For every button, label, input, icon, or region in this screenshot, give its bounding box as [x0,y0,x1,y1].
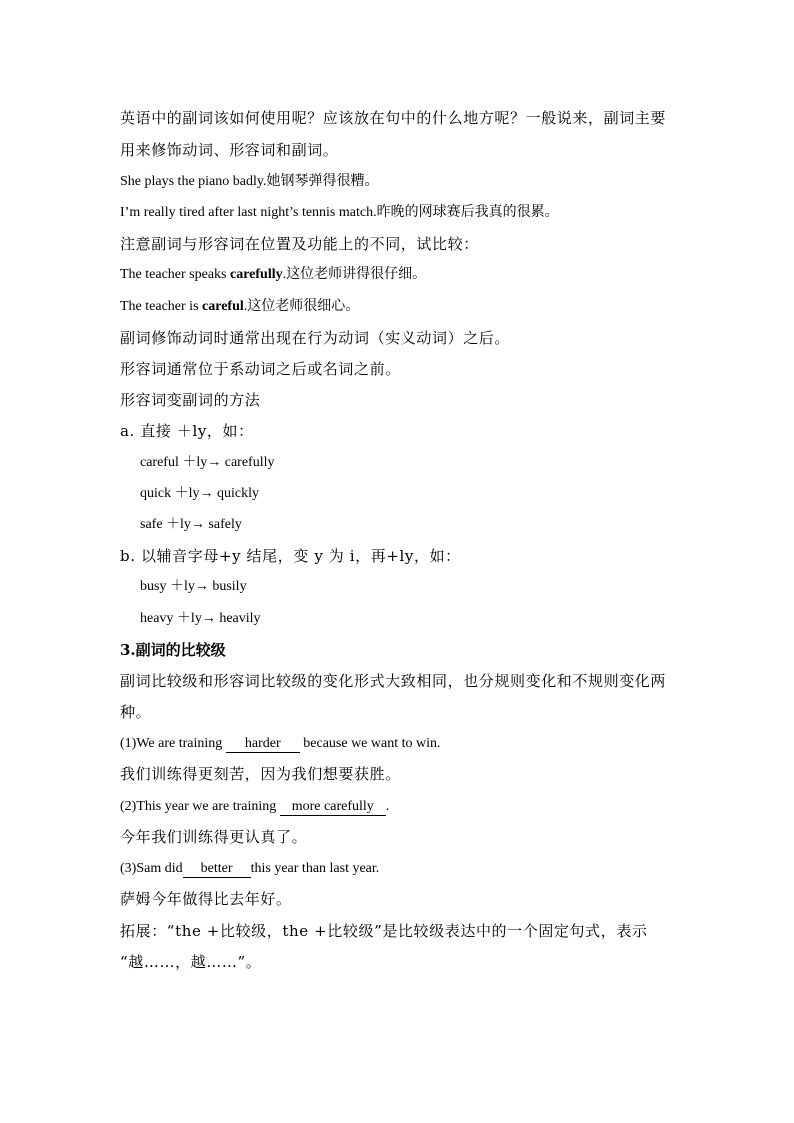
question-3-translation: 萨姆今年做得比去年好。 [120,890,292,908]
example-sentence-2: I’m really tired after last night’s tennis match.昨晚的网球赛后我真的很累。 [120,205,559,220]
compare-intro: 注意副词与形容词在位置及功能上的不同，试比较： [120,235,479,253]
question-2-before: (2)This year we are training [120,799,280,814]
intro-line-2: 用来修饰动词、形容词和副词。 [120,141,339,159]
compare-s2-before: The teacher is [120,299,203,314]
method-a-item: careful ＋ly→ carefully [140,455,275,470]
compare-s2-bold: careful [202,299,244,314]
compare-sentence-1 [120,268,426,282]
example-sentence-1: She plays the piano badly.她钢琴弹得很糟。 [120,174,379,189]
compare-s1-after: .这位老师讲得很仔细。 [282,267,427,282]
method-b-item: heavy ＋ly→ heavily [140,611,261,626]
compare-sentence-2 [120,300,359,314]
question-2 [120,799,389,816]
question-2-answer: more carefully [280,799,386,816]
question-1-translation: 我们训练得更刻苦，因为我们想要获胜。 [120,765,401,783]
extension-line-1: 拓展：“the +比较级，the +比较级”是比较级表达中的一个固定句式，表示 [120,922,648,940]
rule-line-3: 形容词变副词的方法 [120,391,261,409]
intro-line-1: 英语中的副词该如何使用呢？应该放在句中的什么地方呢？一般说来，副词主要 [120,109,667,127]
method-a-label: a. 直接 ＋ly，如： [120,422,254,440]
question-2-after: . [385,799,390,814]
question-1-before: (1)We are training [120,736,226,751]
rule-line-1: 副词修饰动词时通常出现在行为动词（实义动词）之后。 [120,329,511,347]
compare-s1-bold: carefully [230,267,283,282]
question-1 [120,736,441,753]
question-3-answer: better [183,861,251,878]
question-3 [120,861,379,878]
compare-s2-after: .这位老师很细心。 [243,299,360,314]
method-a-item: quick ＋ly→ quickly [140,486,259,501]
section-3-heading: 3.副词的比较级 [120,641,226,659]
extension-line-2: “越……，越……”。 [120,953,262,971]
question-1-after: because we want to win. [299,736,441,751]
method-b-item: busy ＋ly→ busily [140,579,247,594]
section-3-desc-1: 副词比较级和形容词比较级的变化形式大致相同，也分规则变化和不规则变化两 [120,672,667,690]
section-3-desc-2: 种。 [120,703,152,721]
method-a-item: safe ＋ly→ safely [140,517,242,532]
question-1-answer: harder [226,736,300,753]
question-3-after: this year than last year. [250,861,380,876]
method-b-label: b. 以辅音字母+y 结尾，变 y 为 i，再+ly，如： [120,547,461,565]
rule-line-2: 形容词通常位于系动词之后或名词之前。 [120,360,401,378]
compare-s1-before: The teacher speaks [120,267,230,282]
question-3-before: (3)Sam did [120,861,183,876]
question-2-translation: 今年我们训练得更认真了。 [120,828,308,846]
